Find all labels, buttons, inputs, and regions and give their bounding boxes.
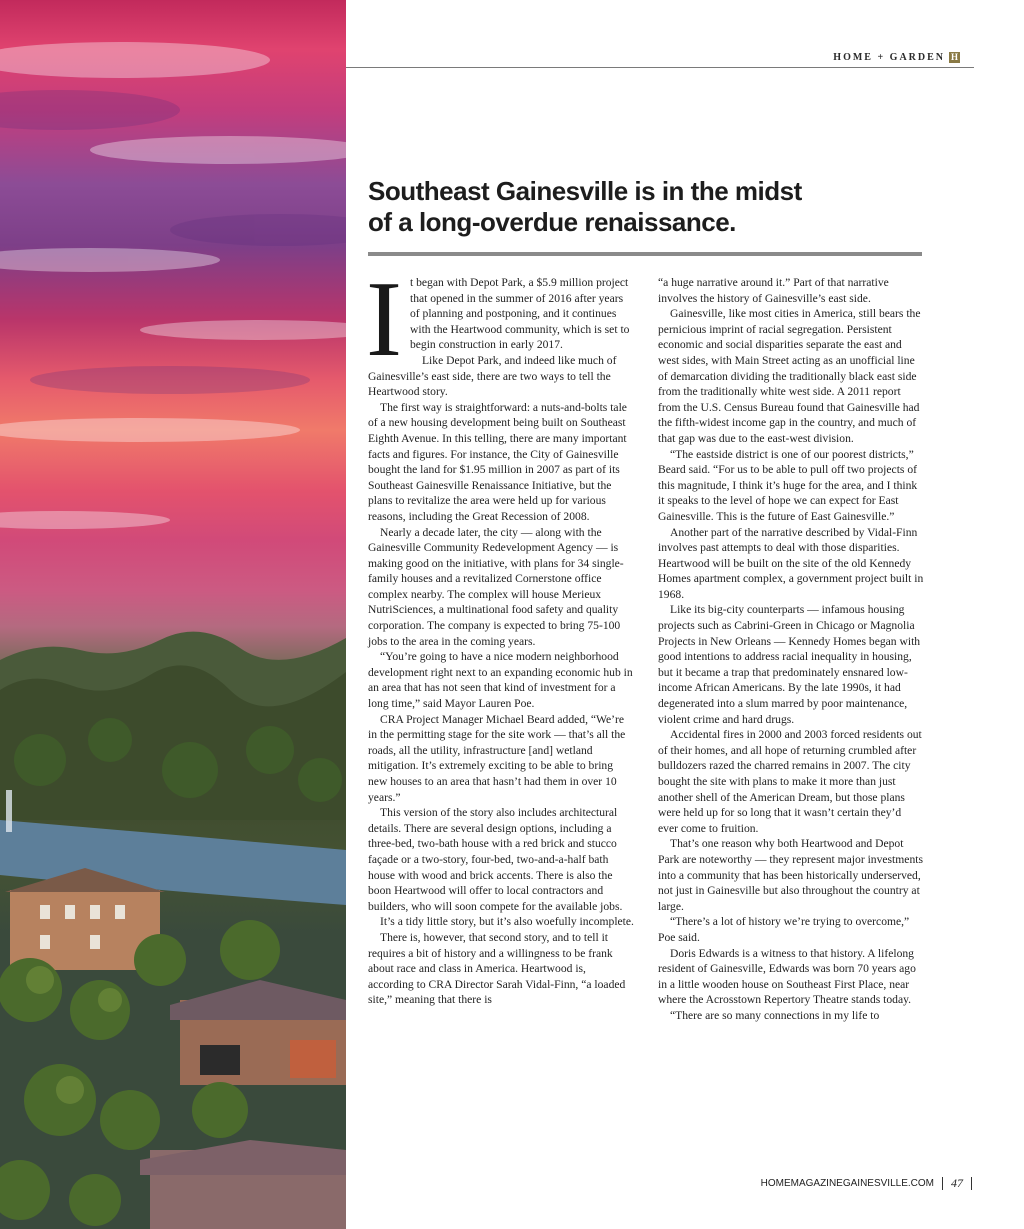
paragraph: “There are so many connections in my life to <box>670 1008 880 1022</box>
paragraph: “a huge narrative around it.” Part of that narrative involves the history of Gainesville’s east side. <box>658 276 889 305</box>
paragraph: Doris Edwards is a witness to that history. A lifelong resident of Gainesville, Edwards was born 70 years ago in a little wooden house on Southeast First Place, near where the Acrosstown Repertory Theatre stands today. <box>658 946 916 1007</box>
paragraph: It began with Depot Park, a $5.9 million project that opened in the summer of 2016 after years of planning and postponing, and it continues with the Heartwood community, which is set to begin construction in early 2017. <box>366 260 630 379</box>
paragraph: “The eastside district is one of our poorest districts,” Beard said. “For us to be able to pull off two projects of this magnitude, I think it’s huge for the area, and I think it speaks to the level of hope we can expect for East Gainesville. This is the future of East Gainesville.” <box>658 447 918 523</box>
headline-line-2: of a long-overdue renaissance. <box>368 207 736 237</box>
paragraph: Like its big-city counterparts — infamous housing projects such as Cabrini-Green in Chicago or Magnolia Projects in New Orleans — Kennedy Homes began with good intentions to address racial inequality in housing, but it became a trap that predominately ensnared low-income African Americans. By the late 1990s, it had degenerated into a slum marred by poor maintenance, violent crime and hard drugs. <box>658 603 921 726</box>
headline-line-1: Southeast Gainesville is in the midst <box>368 176 802 206</box>
paragraph: CRA Project Manager Michael Beard added, “We’re in the permitting stage for the site work — that’s all the roads, all the utility, infrastructure [and] wetland mitigation. It’s extremely exciting to be able to bring new houses to an area that hasn’t had them in over 10 years.” <box>368 712 626 804</box>
paragraph: Accidental fires in 2000 and 2003 forced residents out of their homes, and all hope of returning crumbled after bulldozers razed the charred remains in 2007. The city bought the site with plans to make it more than just another shell of the American Dream, but those plans were held up for so long that it wasn’t certain they’d ever come to fruition. <box>658 728 922 835</box>
paragraph: “There’s a lot of history we’re trying to overcome,” Poe said. <box>658 915 910 944</box>
headline-divider <box>368 252 922 256</box>
header-divider <box>346 67 974 68</box>
paragraph: That’s one reason why both Heartwood and Depot Park are noteworthy — they represent major investments into a community that has been historically underserved, not just in Gainesville but also throughout the country at large. <box>658 837 923 913</box>
article-headline <box>368 176 928 238</box>
page-number: 47 <box>951 1176 963 1190</box>
section-badge-icon: H <box>950 52 958 62</box>
paragraph: The first way is straightforward: a nuts-and-bolts tale of a new housing development being built on Southeast Eighth Avenue. In this telling, there are many important facts and figures. For instance, the City of Gainesville bought the land for $1.95 million in 2007 as part of its Southeast Gainesville Renaissance Initiative, but the plans to revitalize the area were held up for various reasons, including the Great Recession of 2008. <box>368 400 627 523</box>
drop-cap: I <box>366 260 402 379</box>
article-column-left <box>366 260 634 1008</box>
hero-illustration <box>0 0 346 1229</box>
section-name: HOME + GARDEN <box>833 52 945 63</box>
paragraph: There is, however, that second story, and to tell it requires a bit of history and a willingness to be frank about race and class in America. Heartwood is, according to CRA Director Sarah Vidal-Finn, “a loaded site,” meaning that there is <box>368 930 626 1007</box>
paragraph: This version of the story also includes architectural details. There are several design options, including a three-bed, two-bath house with a red brick and stucco façade or a two-story, four-bed, two-and-a-half bath house with wood and brick accents. There is also the boon Heartwood will offer to local contractors and builders, who will soon compete for the available jobs. <box>368 806 623 913</box>
page-footer <box>761 1176 972 1191</box>
footer-divider <box>942 1177 943 1190</box>
paragraph: Like Depot Park, and indeed like much of Gainesville’s east side, there are two ways to tell the Heartwood story. <box>368 353 617 399</box>
paragraph: Nearly a decade later, the city — along with the Gainesville Community Redevelopment Agency — is making good on the initiative, with plans for 34 single-family houses and a revitalized Cornerstone office complex nearby. The complex will house Merieux NutriSciences, a multinational food safety and quality corporation. The company is expected to bring 75-100 jobs to the area in the coming years. <box>368 525 624 648</box>
section-label <box>833 52 960 63</box>
paragraph: “You’re going to have a nice modern neighborhood development right next to an expanding economic hub in an area that has not seen that kind of investment for a long time,” said Mayor Lauren Poe. <box>368 650 633 711</box>
house-illustrations <box>5 868 346 1229</box>
paragraph: Another part of the narrative described by Vidal-Finn involves past attempts to deal with those disparities. Heartwood will be built on the site of the old Kennedy Homes apartment complex, a government project built in 1968. <box>658 525 924 601</box>
paragraph: Gainesville, like most cities in America, still bears the pernicious imprint of racial segregation. Persistent economic and social disparities separate the east and west sides, with Main Street acting as an unofficial line of demarcation dividing the traditionally black east side from the traditionally white west side. A 2011 report from the U.S. Census Bureau found that Gainesville had the fifth-widest income gap in the country, and much of that gap was due to the east-west division. <box>658 307 921 445</box>
footer-divider-end <box>971 1177 972 1190</box>
article-column-right <box>658 275 924 1024</box>
neighborhood-rendering <box>0 0 346 1229</box>
paragraph: It’s a tidy little story, but it’s also woefully incomplete. <box>380 915 634 929</box>
footer-website: HOMEMAGAZINEGAINESVILLE.COM <box>760 1178 934 1189</box>
